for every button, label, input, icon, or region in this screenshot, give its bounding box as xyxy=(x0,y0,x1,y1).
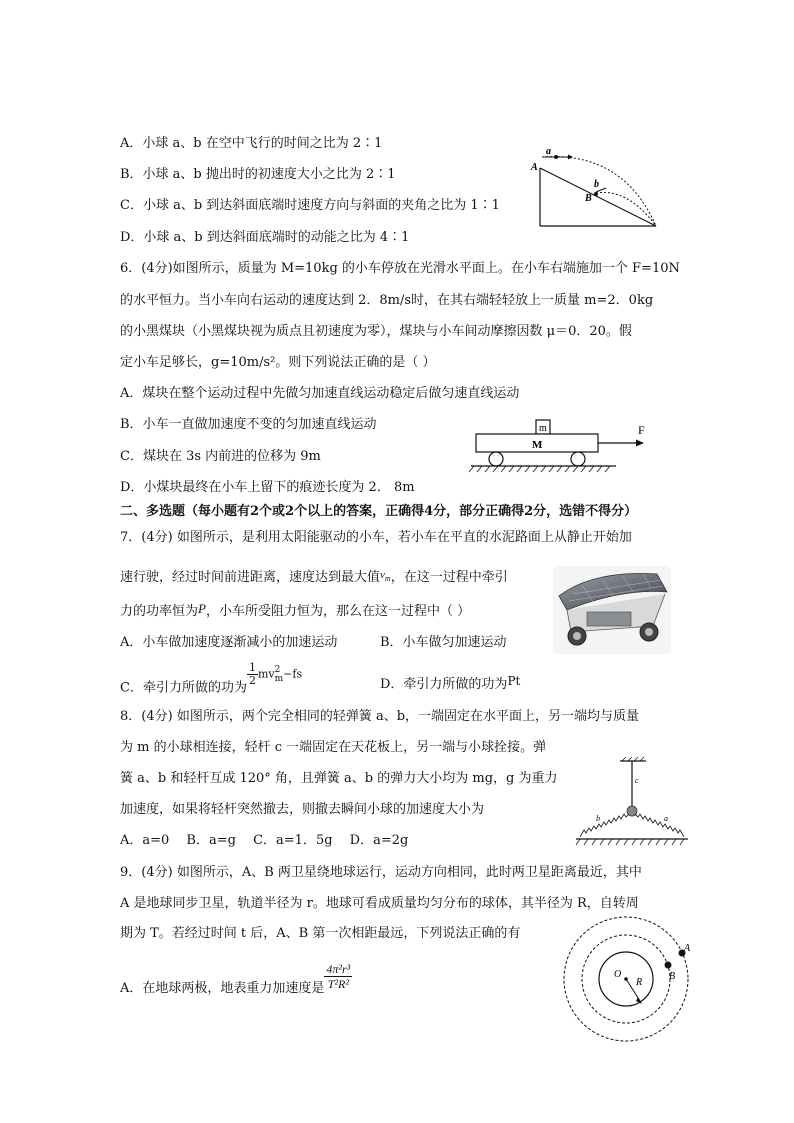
solar-car-drawing xyxy=(553,566,671,654)
q9-option-a xyxy=(120,962,352,1002)
section-2-heading: 二、多选题（每小题有2个或2个以上的答案，正确得4分，部分正确得2分，选错不得分） xyxy=(120,504,638,519)
q8-stem-line-3: 簧 a、b 和轻杆互成 120° 角，且弹簧 a、b 的弹力大小均为 mg，g 为重力 xyxy=(120,771,558,786)
q5-option-d: D．小球 a、b 到达斜面底端时的动能之比为 4∶1 xyxy=(120,230,410,245)
q6-label-F: F xyxy=(638,423,645,437)
q7-option-c-sub: m xyxy=(274,673,284,684)
q7-option-d-expr: Pt xyxy=(507,674,521,688)
q7-option-a: A．小车做加速度逐渐减小的加速运动 xyxy=(120,635,338,650)
q6-option-b: B．小车一直做加速度不变的匀加速直线运动 xyxy=(120,417,377,432)
q8-options: A．a=0 B．a=g C．a=1．5g D．a=2g xyxy=(120,833,409,848)
q5-option-c: C．小球 a、b 到达斜面底端时速度方向与斜面的夹角之比为 1∶1 xyxy=(120,198,500,213)
q7-option-d xyxy=(380,676,520,693)
q7-option-c-mv: mv xyxy=(257,667,275,681)
q7-vm-sub: m xyxy=(384,574,391,584)
q7-option-c-label: C．牵引力所做的功为 xyxy=(120,680,247,696)
q7-stem-line-2a: 速行驶，经过时间前进距离，速度达到最大值 xyxy=(120,570,381,585)
q7-stem-line-2 xyxy=(120,570,508,590)
q6-label-m: m xyxy=(539,423,547,434)
q6-option-c: C．煤块在 3s 内前进的位移为 9m xyxy=(120,449,321,464)
q6-label-M: M xyxy=(532,439,543,451)
q8-label-c: c xyxy=(635,776,639,785)
q9-orbit-figure xyxy=(560,913,692,1045)
q6-option-d: D．小煤块最终在小车上留下的痕迹长度为 2． 8m xyxy=(120,480,415,495)
q7-stem-line-3a: 力的功率恒为 xyxy=(120,604,199,619)
q7-stem-line-2b: ，在这一过程中牵引 xyxy=(390,570,508,585)
q7-vm xyxy=(380,569,391,584)
q7-option-b: B．小车做匀加速运动 xyxy=(380,635,507,650)
q7-vm-symbol: v xyxy=(380,569,385,581)
q5-label-B: B xyxy=(585,193,592,204)
q7-option-c-sup: 2 xyxy=(274,664,281,675)
q5-label-a: a xyxy=(546,146,551,157)
q9-label-A: A xyxy=(684,943,691,954)
q8-stem-line-4: 加速度，如果将轻杆突然撤去，则撤去瞬间小球的加速度大小为 xyxy=(120,802,485,817)
q7-option-c-numerator: 1 xyxy=(248,661,256,674)
q8-label-b: b xyxy=(596,814,600,823)
q6-cart-figure xyxy=(466,418,656,473)
q8-stem-line-2: 为 m 的小球相连接，轻杆 c 一端固定在天花板上，另一端与小球拴接。弹 xyxy=(120,740,547,755)
q7-option-c xyxy=(120,661,303,700)
q6-stem-line-1: 6．(4分)如图所示，质量为 M=10kg 的小车停放在光滑水平面上。在小车右端施加一个 F=10N xyxy=(120,261,680,276)
q9-option-a-label: A．在地球两极，地表重力加速度是 xyxy=(120,981,325,996)
q7-stem-line-1: 7．(4分) 如图所示，是利用太阳能驱动的小车，若小车在平直的水泥路面上从静止开始加 xyxy=(120,530,632,545)
q7-option-c-tail: −fs xyxy=(283,667,303,681)
q5-label-b: b xyxy=(594,179,599,190)
q9-stem-line-1: 9．(4分) 如图所示，A、B 两卫星绕地球运行，运动方向相同，此时两卫星距离最近，其中 xyxy=(120,865,642,880)
q8-label-a: a xyxy=(664,814,668,823)
q8-spring-figure xyxy=(574,757,690,847)
q5-option-a: A．小球 a、b 在空中飞行的时间之比为 2∶1 xyxy=(120,136,383,151)
q9-label-B: B xyxy=(669,971,676,982)
q8-stem-line-1: 8．(4分) 如图所示，两个完全相同的轻弹簧 a、b，一端固定在水平面上，另一端均与质量 xyxy=(120,709,640,724)
q7-option-c-formula xyxy=(247,662,302,687)
q5-incline-figure xyxy=(528,143,668,233)
q7-option-c-scripts xyxy=(275,666,284,684)
q9-option-a-denominator: T²R² xyxy=(327,977,349,991)
q7-option-d-label: D．牵引力所做的功为 xyxy=(380,677,508,692)
q9-stem-line-3: 期为 T。若经过时间 t 后，A、B 第一次相距最远，下列说法正确的有 xyxy=(120,926,521,941)
q9-stem-line-2: A 是地球同步卫星，轨道半径为 r。地球可看成质量均匀分布的球体，其半径为 R，自转周 xyxy=(120,896,639,911)
q9-option-a-fraction xyxy=(324,962,352,991)
q7-solar-car-photo xyxy=(553,566,671,654)
q5-label-A: A xyxy=(531,162,538,173)
q6-stem-line-4: 定小车足够长，g=10m/s²。则下列说法正确的是（ ） xyxy=(120,355,436,370)
q6-stem-line-2: 的水平恒力。当小车向右运动的速度达到 2．8m/s时，在其右端轻轻放上一质量 m=2．0kg xyxy=(120,293,654,308)
q5-option-b: B．小球 a、b 抛出时的初速度大小之比为 2∶1 xyxy=(120,167,396,182)
q7-option-c-denominator: 2 xyxy=(248,674,256,687)
q6-option-a: A．煤块在整个运动过程中先做匀加速直线运动稳定后做匀速直线运动 xyxy=(120,386,520,401)
q7-option-c-fraction xyxy=(247,662,258,687)
q9-label-O: O xyxy=(614,969,622,980)
q7-stem-line-3 xyxy=(120,603,470,620)
q9-label-R: R xyxy=(636,977,643,988)
q6-stem-line-3: 的小黑煤块（小黑煤块视为质点且初速度为零），煤块与小车间动摩擦因数 μ＝0．20。假 xyxy=(120,324,632,339)
q9-option-a-numerator: 4π²r³ xyxy=(326,962,351,976)
q7-power-symbol: P xyxy=(198,601,206,616)
q7-stem-line-3b: ，小车所受阻力恒为，那么在这一过程中（ ） xyxy=(205,604,471,619)
